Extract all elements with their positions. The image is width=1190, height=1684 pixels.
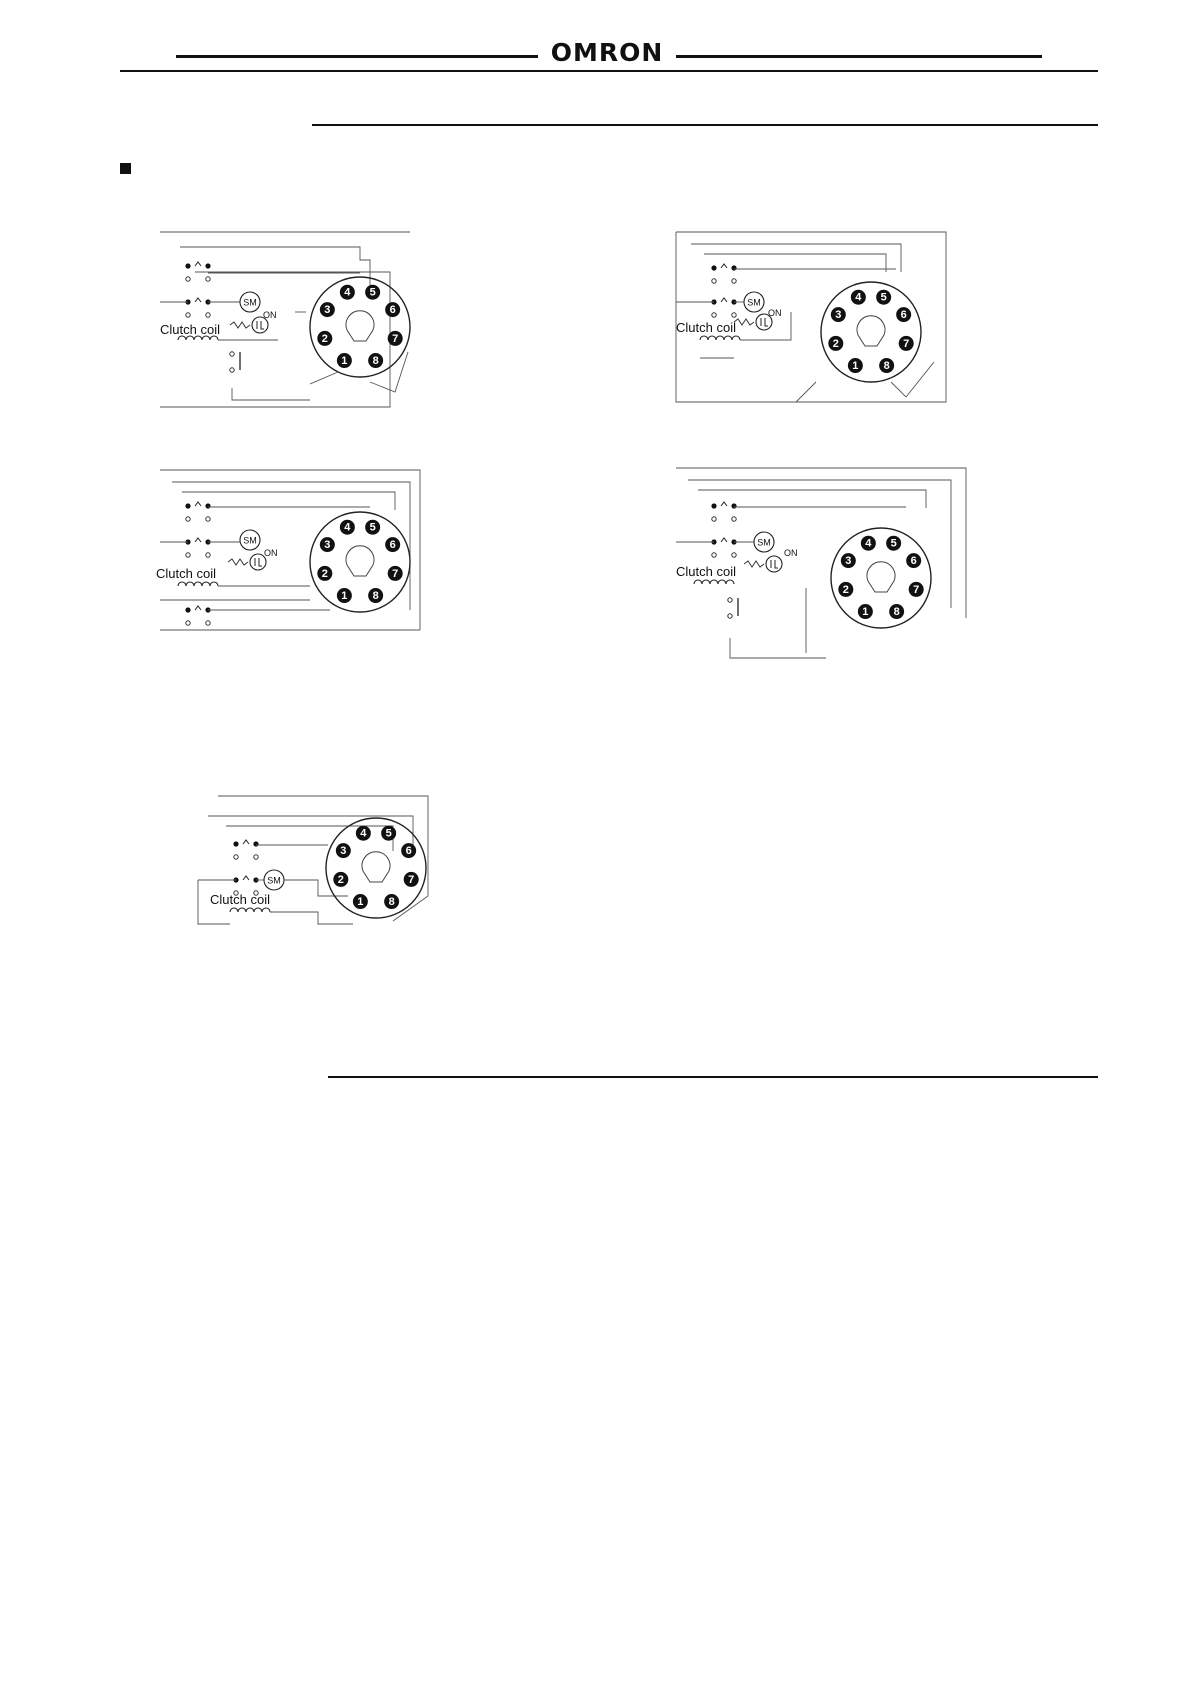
- pin-7: [404, 872, 419, 887]
- pin-3: [841, 553, 856, 568]
- svg-text:1: 1: [852, 360, 859, 373]
- synchronous-motor-icon: [744, 292, 764, 312]
- svg-text:3: 3: [324, 304, 331, 317]
- wiring-diagram-top-left: [160, 232, 450, 442]
- svg-text:6: 6: [900, 309, 907, 322]
- indicator-lamp-icon: [744, 556, 782, 572]
- section-rule-bottom: [328, 1076, 1098, 1078]
- pin-8: [889, 604, 904, 619]
- pin-7: [388, 331, 403, 346]
- synchronous-motor-icon: [264, 870, 284, 890]
- wiring-diagram-mid-left: [156, 470, 450, 670]
- socket-key: [857, 316, 885, 346]
- svg-text:4: 4: [344, 521, 351, 534]
- wire: [730, 638, 826, 658]
- pin-2: [317, 566, 332, 581]
- pin-3: [320, 302, 335, 317]
- pin-6: [385, 537, 400, 552]
- pin-4: [340, 285, 355, 300]
- relay-contact: [711, 502, 736, 521]
- section-rule-top: [312, 124, 1098, 126]
- pin-3: [831, 307, 846, 322]
- svg-text:2: 2: [337, 873, 344, 886]
- relay-contact: [711, 298, 736, 317]
- relay-contact: [711, 538, 736, 557]
- pin-7: [388, 566, 403, 581]
- svg-text:SM: SM: [243, 535, 257, 546]
- svg-text:5: 5: [385, 827, 392, 840]
- header-rule-right: [676, 55, 1042, 58]
- svg-text:1: 1: [862, 606, 869, 619]
- wire: [310, 372, 338, 384]
- svg-text:2: 2: [321, 567, 328, 580]
- coil-icon: [178, 582, 218, 586]
- svg-text:8: 8: [883, 360, 890, 373]
- wiring-diagram-bottom: [208, 796, 480, 966]
- svg-text:SM: SM: [243, 297, 257, 308]
- square-bullet-icon: [120, 163, 131, 174]
- indicator-lamp-icon: [228, 554, 266, 570]
- pin-8: [384, 894, 399, 909]
- pin-7: [909, 582, 924, 597]
- pin-4: [851, 290, 866, 305]
- svg-text:5: 5: [890, 537, 897, 550]
- svg-text:7: 7: [392, 567, 399, 580]
- relay-contact: [233, 840, 258, 859]
- svg-text:4: 4: [865, 537, 872, 550]
- pin-1: [337, 353, 352, 368]
- relay-contact: [185, 298, 210, 317]
- pin-1: [858, 604, 873, 619]
- on-label: ON: [263, 310, 277, 320]
- pin-8: [368, 588, 383, 603]
- wiring-diagram-top-right: [676, 232, 966, 442]
- svg-text:7: 7: [408, 873, 415, 886]
- svg-text:4: 4: [855, 291, 862, 304]
- pin-5: [381, 826, 396, 841]
- svg-text:6: 6: [389, 304, 396, 317]
- svg-text:4: 4: [360, 827, 367, 840]
- svg-text:3: 3: [340, 845, 347, 858]
- wire: [676, 468, 966, 618]
- svg-text:6: 6: [910, 555, 917, 568]
- socket-key: [346, 311, 374, 341]
- svg-text:8: 8: [372, 355, 379, 368]
- clutch-coil-label: Clutch coil: [160, 322, 220, 337]
- socket-outline: [326, 818, 426, 918]
- svg-text:7: 7: [903, 337, 910, 350]
- svg-text:SM: SM: [757, 537, 771, 548]
- relay-contact: [185, 502, 210, 521]
- pin-2: [333, 872, 348, 887]
- svg-text:5: 5: [880, 291, 887, 304]
- svg-text:8: 8: [372, 590, 379, 603]
- relay-contact: [185, 606, 210, 625]
- clutch-coil-label: Clutch coil: [676, 564, 736, 579]
- pin-3: [336, 843, 351, 858]
- clutch-coil-label: Clutch coil: [676, 320, 736, 335]
- brand-logo: OMRON: [550, 38, 664, 67]
- svg-text:1: 1: [341, 590, 348, 603]
- pin-2: [838, 582, 853, 597]
- indicator-lamp-icon: [734, 314, 772, 330]
- svg-text:8: 8: [388, 896, 395, 909]
- svg-text:3: 3: [324, 539, 331, 552]
- pin-6: [401, 843, 416, 858]
- pin-6: [896, 307, 911, 322]
- svg-text:2: 2: [321, 332, 328, 345]
- pin-5: [365, 520, 380, 535]
- synchronous-motor-icon: [240, 530, 260, 550]
- socket-key: [867, 562, 895, 592]
- pin-5: [876, 290, 891, 305]
- on-label: ON: [264, 548, 278, 558]
- svg-text:4: 4: [344, 286, 351, 299]
- svg-text:SM: SM: [267, 875, 281, 886]
- wire: [691, 244, 901, 272]
- svg-text:5: 5: [369, 286, 376, 299]
- wire: [796, 382, 816, 402]
- svg-text:3: 3: [835, 309, 842, 322]
- start-switch-icon: [230, 352, 240, 372]
- pin-1: [353, 894, 368, 909]
- wire: [891, 362, 934, 397]
- clutch-coil-label: Clutch coil: [156, 566, 216, 581]
- synchronous-motor-icon: [240, 292, 260, 312]
- svg-text:5: 5: [369, 521, 376, 534]
- coil-icon: [700, 336, 740, 340]
- header-rule-left: [176, 55, 538, 58]
- socket-key: [362, 852, 390, 882]
- pin-6: [906, 553, 921, 568]
- coil-icon: [230, 908, 270, 912]
- pin-1: [337, 588, 352, 603]
- wire: [270, 912, 353, 924]
- pin-5: [886, 536, 901, 551]
- pin-1: [848, 358, 863, 373]
- clutch-coil-label: Clutch coil: [210, 892, 270, 907]
- relay-contact: [185, 538, 210, 557]
- svg-text:6: 6: [389, 539, 396, 552]
- svg-text:2: 2: [832, 337, 839, 350]
- wire: [160, 470, 420, 630]
- header-underline: [120, 70, 1098, 72]
- wire: [180, 247, 370, 292]
- pin-4: [861, 536, 876, 551]
- coil-icon: [694, 580, 734, 584]
- pin-2: [828, 336, 843, 351]
- svg-text:8: 8: [893, 606, 900, 619]
- socket-key: [346, 546, 374, 576]
- socket-outline: [310, 277, 410, 377]
- pin-3: [320, 537, 335, 552]
- svg-text:7: 7: [392, 332, 399, 345]
- pin-6: [385, 302, 400, 317]
- pin-8: [368, 353, 383, 368]
- synchronous-motor-icon: [754, 532, 774, 552]
- on-label: ON: [784, 548, 798, 558]
- svg-text:3: 3: [845, 555, 852, 568]
- wiring-diagram-mid-right: [676, 468, 976, 678]
- socket-outline: [310, 512, 410, 612]
- svg-text:1: 1: [357, 896, 364, 909]
- socket-outline: [821, 282, 921, 382]
- pin-5: [365, 285, 380, 300]
- pin-7: [899, 336, 914, 351]
- svg-text:1: 1: [341, 355, 348, 368]
- svg-text:6: 6: [405, 845, 412, 858]
- svg-text:SM: SM: [747, 297, 761, 308]
- wire: [218, 796, 428, 896]
- pin-4: [340, 520, 355, 535]
- svg-text:2: 2: [842, 583, 849, 596]
- on-label: ON: [768, 308, 782, 318]
- start-switch-icon: [728, 598, 738, 618]
- pin-8: [879, 358, 894, 373]
- svg-text:7: 7: [913, 583, 920, 596]
- relay-contact: [711, 264, 736, 283]
- socket-outline: [831, 528, 931, 628]
- pin-4: [356, 826, 371, 841]
- wire: [232, 388, 310, 400]
- pin-2: [317, 331, 332, 346]
